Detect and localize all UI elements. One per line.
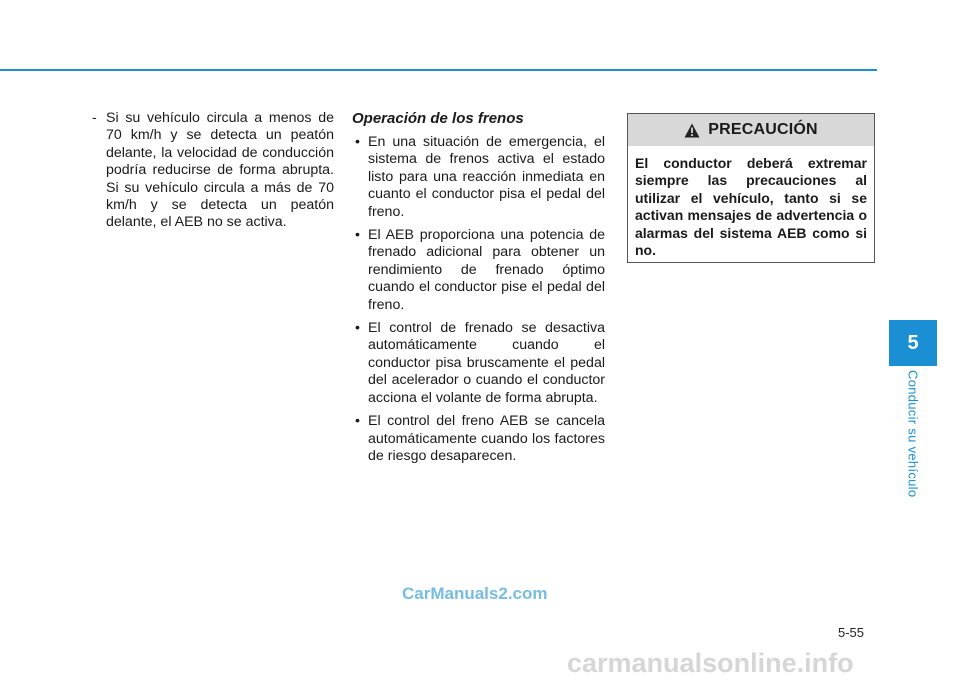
- watermark-logo: CarManuals2.com: [402, 584, 548, 603]
- list-item-text: En una situación de emergencia, el sistema de frenos activa el estado listo para una reacción inmediata en cuanto el conductor pisa el pedal del freno.: [368, 134, 605, 220]
- bullet-marker: •: [355, 134, 360, 150]
- list-item-text: El control del freno AEB se cancela automáticamente cuando los factores de riesgo desaparecen.: [368, 413, 605, 464]
- top-rule: [0, 69, 877, 71]
- middle-column: [352, 110, 605, 471]
- bullet-marker: •: [355, 227, 360, 244]
- chapter-tab: [889, 320, 937, 366]
- caution-title: PRECAUCIÓN: [708, 121, 818, 138]
- list-item: [90, 110, 334, 232]
- dash-marker: -: [92, 110, 97, 126]
- caution-body: El conductor deberá extremar siempre las precauciones al utilizar el vehículo, tanto si se activan mensajes de advertencia o alarmas del sistema AEB como si no.: [635, 155, 867, 259]
- site-watermark: carmanualsonline.info: [567, 648, 854, 678]
- chapter-title: Conducir su vehículo: [905, 370, 921, 498]
- chapter-number: 5: [907, 331, 919, 354]
- caution-header: [628, 114, 874, 146]
- list-item-text: El AEB proporciona una potencia de frenado adicional para obtener un rendimiento de frenado óptimo cuando el conductor pise el pedal del freno.: [368, 227, 605, 313]
- warning-triangle-icon: [684, 123, 700, 138]
- section-heading: Operación de los frenos: [352, 110, 524, 127]
- list-item: [352, 227, 605, 314]
- caution-box: [627, 113, 875, 263]
- bullet-marker: •: [355, 320, 360, 337]
- list-item-text: Si su vehículo circula a menos de 70 km/h y se detecta un peatón delante, la velocidad de conducción podría reducirse de forma abrupta. Si su vehículo circula a más de 70 km/h y se detecta un peatón delante, el AEB no se activa.: [106, 110, 334, 231]
- list-item: [352, 320, 605, 407]
- left-column: [90, 110, 334, 232]
- list-item: [352, 413, 605, 465]
- list-item-text: El control de frenado se desactiva automáticamente cuando el conductor pisa bruscamente el pedal del acelerador o cuando el conductor acciona el volante de forma abrupta.: [368, 320, 605, 406]
- bullet-marker: •: [355, 413, 360, 430]
- page-number: 5-55: [838, 625, 865, 640]
- list-item: [352, 134, 605, 221]
